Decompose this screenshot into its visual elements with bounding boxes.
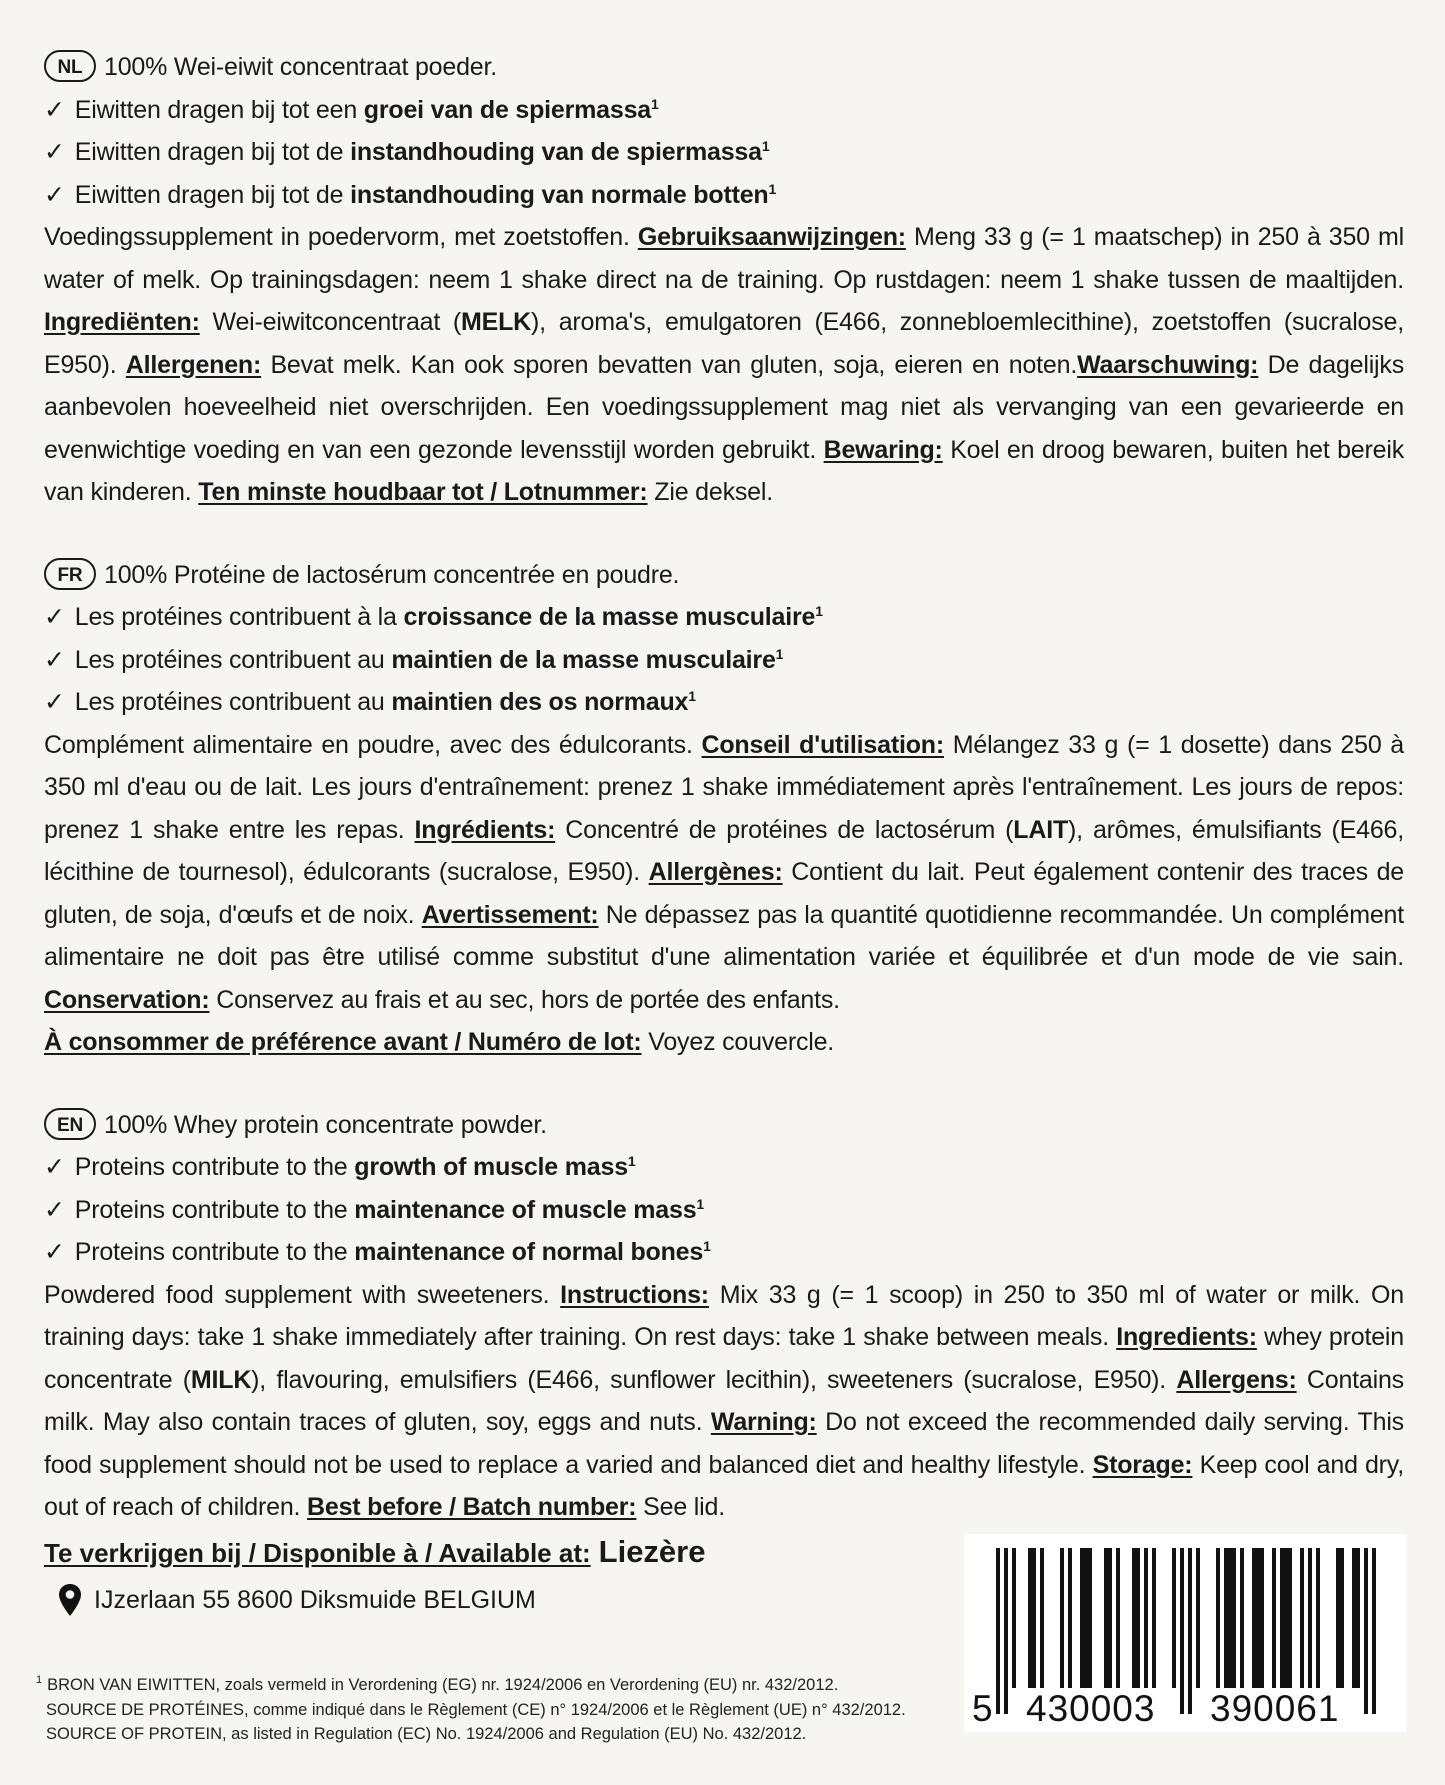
barcode-bar: [1080, 1548, 1084, 1688]
barcode-bar: [1288, 1548, 1292, 1688]
barcode-bar: [1152, 1548, 1156, 1688]
paragraph-text: Do not exceed the recommended daily serving. This food supplement should not be used to replace a varied and balanced diet and healthy lifestyle.: [44, 1408, 1404, 1479]
heading-ingredients: Ingrédients:: [414, 815, 556, 844]
claim-text: Les protéines contribuent au: [74, 645, 392, 674]
heading-warning: Avertissement:: [421, 900, 599, 929]
claim-line: [44, 639, 1404, 682]
section-en: [44, 1104, 1404, 1529]
claim-line: [44, 1146, 1404, 1189]
paragraph-text: Mélangez 33 g (= 1 dosette) dans 250 à 350 ml d'eau ou de lait. Les jours d'entraînement: prenez 1 shake immédiatement après l'entraînement. Les jours de repos: prenez 1 shake entre les repas.: [44, 730, 1404, 844]
paragraph-text: See lid.: [636, 1493, 725, 1521]
claim-bold: instandhouding van normale botten: [350, 180, 769, 209]
claim-line: [44, 681, 1404, 724]
heading-allergens: Allergens:: [1176, 1365, 1297, 1394]
allergen-bold: MELK: [461, 308, 532, 336]
barcode-bar: [1060, 1548, 1064, 1688]
barcode-bar: [1040, 1548, 1044, 1688]
description-paragraph: [44, 1274, 1404, 1529]
barcode-bar: [1084, 1548, 1088, 1688]
product-title: 100% Wei-eiwit concentraat poeder.: [104, 53, 497, 81]
claim-line: [44, 131, 1404, 174]
heading-storage: Storage:: [1092, 1450, 1193, 1479]
claim-bold: maintien de la masse musculaire: [391, 645, 776, 674]
product-title: 100% Whey protein concentrate powder.: [104, 1110, 547, 1139]
claim-line: [44, 596, 1404, 639]
claim-line: [44, 1189, 1404, 1232]
paragraph-text: Wei-eiwitconcentraat (: [199, 308, 462, 336]
claim-line: [44, 174, 1404, 217]
paragraph-text: ), arômes, émulsifiants (E466, lécithine de tournesol), édulcorants (sucralose, E950).: [44, 815, 1404, 886]
paragraph-text: ), flavouring, emulsifiers (E466, sunflower lecithin), sweeteners (sucralose, E950).: [251, 1365, 1177, 1394]
allergen-bold: MILK: [190, 1365, 252, 1394]
footnote-text: SOURCE OF PROTEIN, as listed in Regulation (EC) No. 1924/2006 and Regulation (EU) No. 432/2012.: [46, 1725, 807, 1743]
claim-bold: groei van de spiermassa: [363, 95, 651, 124]
availability-line: [44, 1534, 705, 1570]
barcode-bar: [1252, 1548, 1256, 1688]
footnote-text: SOURCE DE PROTÉINES, comme indiqué dans le Règlement (CE) n° 1924/2006 et le Règlement (UE) n° 432/2012.: [46, 1700, 906, 1719]
paragraph-text: Voyez couvercle.: [641, 1028, 835, 1056]
barcode-bar: [1088, 1548, 1092, 1688]
section-gap: [44, 514, 1404, 554]
barcode-bar: [1256, 1548, 1260, 1688]
paragraph-text: Voedingssupplement in poedervorm, met zoetstoffen.: [44, 223, 638, 251]
barcode-bar: [1224, 1548, 1228, 1688]
claim-line: [44, 1231, 1404, 1274]
title-line: [44, 46, 1404, 89]
check-icon: ✓: [44, 1195, 65, 1224]
barcode-bar: [1136, 1548, 1140, 1688]
brand-name: Liezère: [598, 1534, 706, 1569]
claim-text: Les protéines contribuent à la: [74, 603, 404, 631]
barcode-bar: [1308, 1548, 1312, 1688]
footnote-ref: 1: [815, 603, 823, 619]
barcode-bar: [1280, 1548, 1284, 1688]
paragraph-text: Concentré de protéines de lactosérum (: [555, 815, 1014, 844]
claim-text: Eiwitten dragen bij tot de: [74, 138, 351, 166]
footnote-en: [36, 1722, 906, 1747]
barcode-bar: [1104, 1548, 1108, 1688]
allergen-bold: LAIT: [1013, 815, 1069, 844]
heading-instructions: Gebruiksaanwijzingen:: [637, 223, 906, 251]
paragraph-text: Ne dépassez pas la quantité quotidienne recommandée. Un complément alimentaire ne doit pas être utilisé comme substitut d'une alimentation variée et équilibrée et d'un mode de vie sain.: [44, 900, 1404, 971]
description-paragraph: [44, 216, 1404, 514]
barcode-bar: [1272, 1548, 1276, 1688]
barcode-bar: [1116, 1548, 1120, 1688]
heading-warning: Waarschuwing:: [1077, 350, 1259, 379]
footnote: [36, 1668, 906, 1747]
footnote-ref: 1: [688, 688, 696, 704]
barcode-bar: [1336, 1548, 1340, 1688]
barcode-bar: [1132, 1548, 1136, 1688]
barcode-bar: [1068, 1548, 1072, 1688]
heading-best-before: À consommer de préférence avant / Numéro de lot:: [44, 1028, 642, 1056]
check-icon: ✓: [44, 138, 65, 166]
footnote-marker: 1: [36, 1674, 43, 1686]
barcode-bar: [1352, 1548, 1356, 1688]
claim-text: Proteins contribute to the: [74, 1195, 355, 1224]
barcode-bar: [1356, 1548, 1360, 1688]
label-text: [44, 46, 1404, 1529]
paragraph-text: Meng 33 g (= 1 maatschep) in 250 à 350 ml water of melk. Op trainingsdagen: neem 1 shake direct na de training. Op rustdagen: neem 1 shake tussen de maaltijden.: [44, 223, 1404, 294]
barcode-bar: [1228, 1548, 1232, 1688]
footnote-ref: 1: [696, 1195, 705, 1212]
product-title: 100% Protéine de lactosérum concentrée en poudre.: [104, 560, 680, 589]
barcode-bar: [1032, 1548, 1036, 1688]
claim-bold: maintenance of muscle mass: [354, 1195, 697, 1224]
heading-instructions: Conseil d'utilisation:: [701, 730, 944, 759]
check-icon: ✓: [44, 1153, 65, 1181]
language-badge-en: EN: [44, 1108, 96, 1140]
check-icon: ✓: [44, 1238, 65, 1266]
barcode: [964, 1534, 1406, 1732]
address-line: [58, 1583, 536, 1617]
footnote-ref: 1: [775, 645, 784, 662]
claim-bold: maintien des os normaux: [391, 688, 689, 716]
barcode-bar: [1004, 1548, 1008, 1714]
paragraph-text: Powdered food supplement with sweeteners.: [44, 1280, 561, 1309]
barcode-bar: [1300, 1548, 1304, 1688]
check-icon: ✓: [44, 180, 65, 209]
paragraph-text: whey protein concentrate (: [44, 1323, 1404, 1394]
barcode-bar: [1108, 1548, 1112, 1688]
heading-best-before: Best before / Batch number:: [307, 1493, 637, 1521]
paragraph-text: De dagelijks aanbevolen hoeveelheid niet overschrijden. Een voedingssupplement mag niet als vervanging van een gevarieerde en evenwichtige voeding en van een gezonde levensstijl worden gebruikt.: [44, 350, 1405, 464]
barcode-bar: [1028, 1548, 1032, 1688]
footnote-fr: [36, 1698, 906, 1723]
barcode-bar: [1232, 1548, 1236, 1688]
claim-bold: maintenance of normal bones: [354, 1238, 704, 1266]
claim-text: Proteins contribute to the: [74, 1153, 355, 1181]
barcode-bar: [1196, 1548, 1200, 1688]
heading-storage: Bewaring:: [823, 435, 943, 464]
heading-ingredients: Ingrediënten:: [44, 308, 200, 336]
barcode-bar: [1180, 1548, 1184, 1714]
heading-allergens: Allergènes:: [648, 858, 783, 886]
section-nl: [44, 46, 1404, 514]
paragraph-text: Bevat melk. Kan ook sporen bevatten van gluten, soja, eieren en noten.: [261, 350, 1078, 379]
availability-label: Te verkrijgen bij / Disponible à / Available at:: [44, 1538, 591, 1568]
heading-allergens: Allergenen:: [125, 350, 262, 379]
footnote-ref: 1: [627, 1153, 636, 1169]
title-line: [44, 554, 1404, 597]
claim-bold: instandhouding van de spiermassa: [350, 138, 762, 166]
claim-line: [44, 89, 1404, 132]
claim-bold: growth of muscle mass: [354, 1153, 628, 1181]
barcode-digits-right: 390061: [1210, 1688, 1340, 1729]
section-gap: [44, 1064, 1404, 1104]
description-paragraph: [44, 724, 1404, 1064]
heading-best-before: Ten minste houdbaar tot / Lotnummer:: [198, 478, 648, 506]
claim-text: Proteins contribute to the: [74, 1238, 355, 1266]
claim-text: Eiwitten dragen bij tot een: [74, 95, 364, 124]
section-fr: [44, 554, 1404, 1064]
claim-text: Eiwitten dragen bij tot de: [74, 180, 351, 209]
heading-storage: Conservation:: [44, 985, 210, 1014]
footnote-ref: 1: [651, 95, 659, 112]
claim-text: Les protéines contribuent au: [74, 688, 392, 716]
paragraph-text: Contient du lait. Peut également contenir des traces de gluten, de soja, d'œufs et de noix.: [44, 858, 1404, 929]
check-icon: ✓: [44, 645, 65, 674]
barcode-bar: [996, 1548, 1000, 1714]
barcode-bar: [1172, 1548, 1176, 1688]
check-icon: ✓: [44, 688, 65, 716]
footnote-ref: 1: [761, 138, 770, 154]
barcode-bar: [1188, 1548, 1192, 1714]
barcode-digits-left: 430003: [1026, 1688, 1156, 1729]
footnote-ref: 1: [768, 180, 777, 197]
heading-warning: Warning:: [710, 1408, 817, 1436]
barcode-bar: [1372, 1548, 1376, 1714]
paragraph-text: Contains milk. May also contain traces of gluten, soy, eggs and nuts.: [44, 1365, 1404, 1436]
paragraph-text: Conservez au frais et au sec, hors de portée des enfants.: [209, 985, 840, 1014]
footnote-text: BRON VAN EIWITTEN, zoals vermeld in Verordening (EG) nr. 1924/2006 en Verordening (EU) nr. 432/2012.: [47, 1676, 839, 1694]
claim-bold: croissance de la masse musculaire: [403, 603, 816, 631]
heading-ingredients: Ingredients:: [1116, 1323, 1257, 1351]
language-badge-nl: NL: [44, 50, 96, 82]
paragraph-text: Keep cool and dry, out of reach of children.: [44, 1450, 1405, 1521]
barcode-bar: [1144, 1548, 1148, 1688]
paragraph-text: Mix 33 g (= 1 scoop) in 250 to 350 ml of water or milk. On training days: take 1 shake immediately after training. On rest days: take 1 shake between meals.: [44, 1280, 1405, 1351]
barcode-bar: [1216, 1548, 1220, 1688]
heading-instructions: Instructions:: [560, 1280, 709, 1309]
barcode-bar: [1012, 1548, 1016, 1688]
footnote-nl: [36, 1668, 906, 1698]
barcode-bar: [1240, 1548, 1244, 1688]
address-text: IJzerlaan 55 8600 Diksmuide BELGIUM: [94, 1585, 536, 1614]
language-badge-fr: FR: [44, 558, 96, 590]
barcode-digit-first: 5: [972, 1688, 993, 1729]
check-icon: ✓: [44, 603, 65, 631]
barcode-bar: [1364, 1548, 1368, 1714]
barcode-bar: [1284, 1548, 1288, 1688]
footnote-ref: 1: [703, 1238, 711, 1254]
check-icon: ✓: [44, 95, 65, 124]
paragraph-text: Zie deksel.: [647, 478, 773, 506]
barcode-bar: [1260, 1548, 1264, 1688]
title-line: [44, 1104, 1404, 1147]
location-pin-icon: [58, 1583, 82, 1617]
barcode-bar: [1316, 1548, 1320, 1688]
paragraph-text: ), aroma's, emulgatoren (E466, zonnebloemlecithine), zoetstoffen (sucralose, E950).: [44, 308, 1405, 379]
barcode-bar: [1340, 1548, 1344, 1688]
paragraph-text: Complément alimentaire en poudre, avec des édulcorants.: [44, 730, 702, 759]
paragraph-text: Koel en droog bewaren, buiten het bereik van kinderen.: [44, 435, 1404, 506]
